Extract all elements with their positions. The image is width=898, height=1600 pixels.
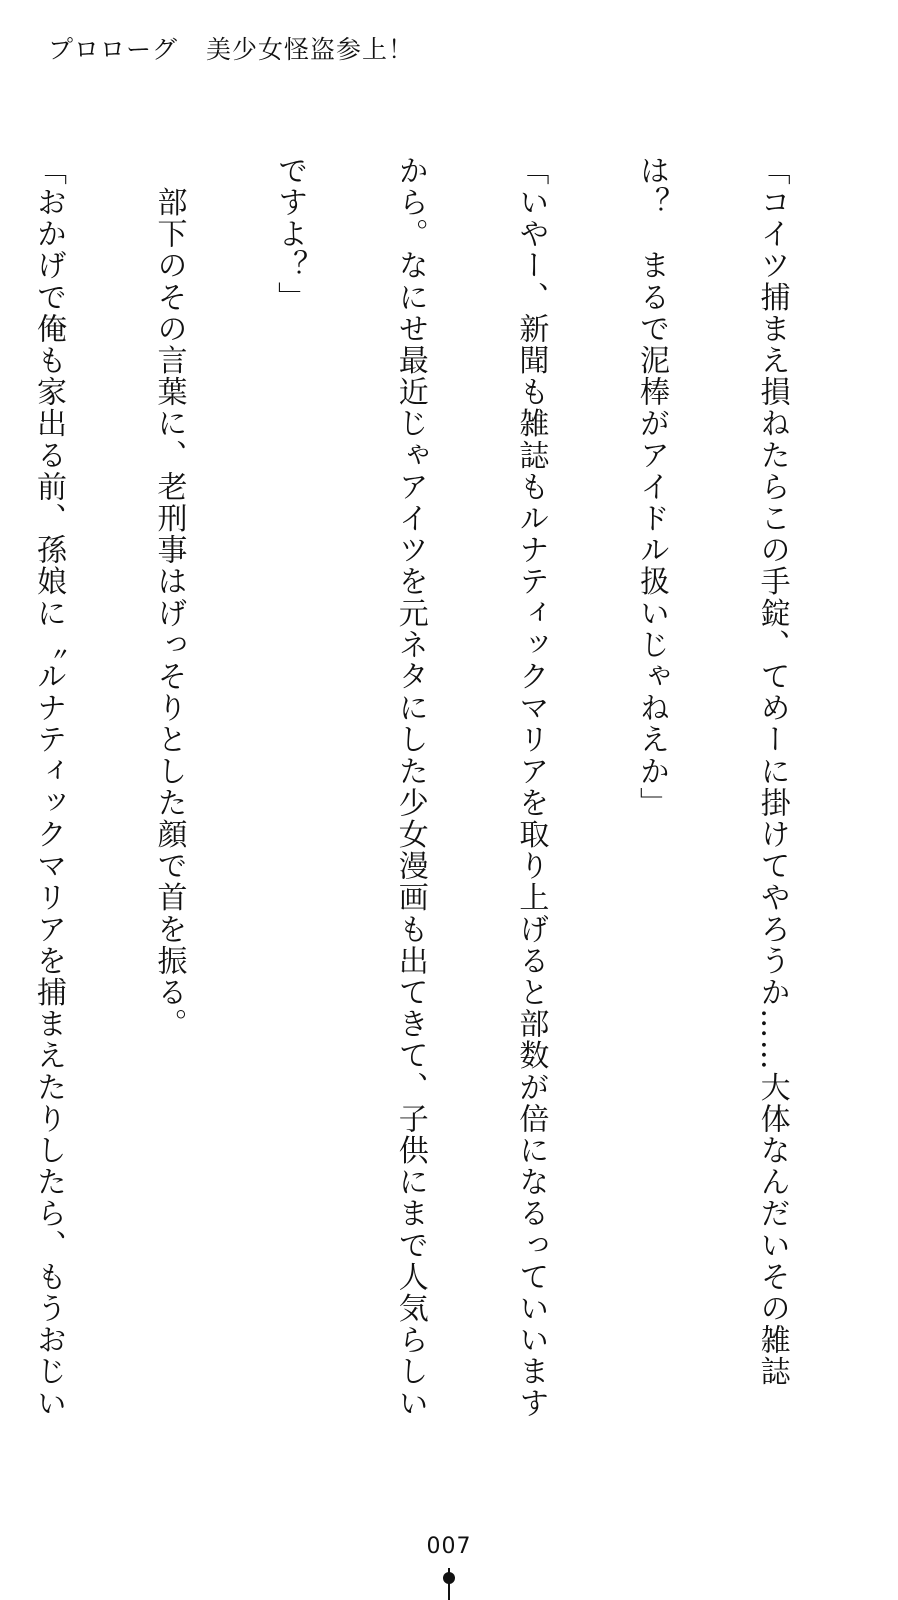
text-line-3: 「いやー、新聞も雑誌もルナティックマリアを取り上げると部数が倍になるっていいます (513, 155, 549, 1419)
text-line-1: 「コイツ捕まえ損ねたらこの手錠、てめーに掛けてやろうか……大体なんだいその雑誌 (754, 155, 790, 1388)
text-line-6: 部下のその言葉に、老刑事はげっそりとした顔で首を振る。 (151, 155, 187, 1040)
text-line-2: は？ まるで泥棒がアイドル扱いじゃねえか」 (633, 155, 669, 819)
text-line-7: 「おかげで俺も家出る前、孫娘に〝ルナティックマリアを捕まえたりしたら、もうおじい (30, 155, 66, 1419)
chapter-title: 美少女怪盗参上！ (206, 35, 415, 64)
running-header (48, 30, 414, 66)
folio-dot (443, 1572, 455, 1584)
text-line-4: から。なにせ最近じゃアイツを元ネタにした少女漫画も出てきて、子供にまで人気らしい (392, 155, 428, 1419)
text-line-5: ですよ？」 (272, 155, 308, 313)
novel-text-body (30, 155, 872, 1419)
chapter-label: プロローグ (48, 35, 179, 64)
page-number: 007 (426, 1534, 472, 1559)
